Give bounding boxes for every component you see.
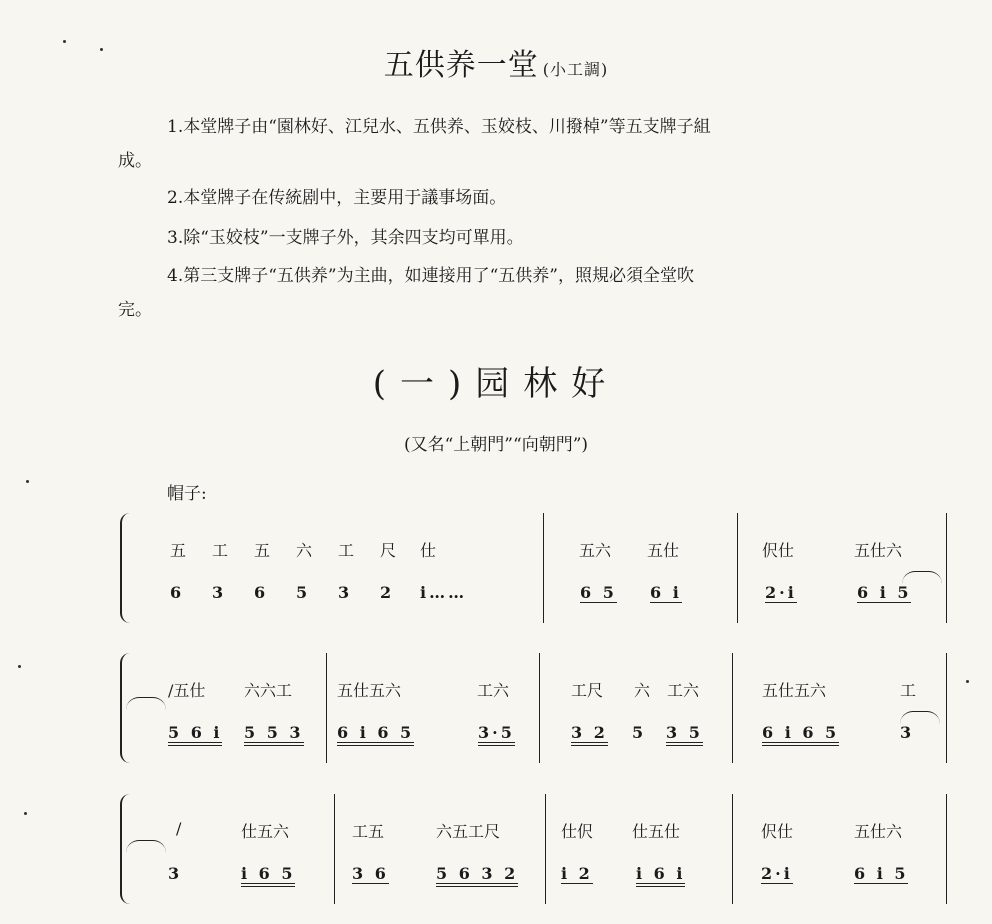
gongche-note: 仕五仕 <box>632 822 681 841</box>
number-note: 6 i 6 5 <box>337 723 414 746</box>
scan-speck <box>100 48 103 51</box>
gongche-note: / <box>176 819 182 838</box>
barline <box>543 513 544 623</box>
score-system-2 <box>120 653 950 763</box>
gongche-note: 五仕五六 <box>762 681 827 700</box>
barline <box>326 653 327 763</box>
number-note: i…… <box>420 583 468 602</box>
gongche-note: 五六 <box>579 541 612 560</box>
gongche-note: 五仕 <box>647 541 680 560</box>
gongche-note: 五仕六 <box>854 822 903 841</box>
gongche-note: 工六 <box>667 681 700 700</box>
scan-speck <box>966 680 969 683</box>
number-note: 3 <box>212 583 227 602</box>
barline <box>946 653 947 763</box>
gongche-note: 工尺 <box>571 681 604 700</box>
scan-speck <box>26 480 29 483</box>
scan-speck <box>63 40 66 43</box>
number-note: 6 <box>254 583 269 602</box>
intro-label: 帽子: <box>167 484 207 504</box>
number-note: 5 <box>632 723 647 742</box>
number-note: 5 6 i <box>168 723 222 746</box>
system-bracket <box>120 513 130 623</box>
number-note: i 6 i <box>636 864 685 887</box>
number-note: i 6 5 <box>241 864 295 887</box>
number-note: 2 <box>380 583 395 602</box>
tie-slur <box>902 571 942 584</box>
tie-slur <box>900 711 940 724</box>
gongche-note: 六 <box>634 681 651 700</box>
number-note: 5 6 3 2 <box>436 864 518 887</box>
note-4-line-2: 完。 <box>118 300 152 320</box>
number-note: 5 5 3 <box>244 723 304 746</box>
gongche-note: 五仕五六 <box>337 681 402 700</box>
gongche-note: 伬仕 <box>761 822 794 841</box>
gongche-note: 仕伬 <box>561 822 594 841</box>
barline <box>946 794 947 904</box>
number-note: 6 i <box>650 583 682 602</box>
note-2: 2.本堂牌子在传統剧中，主要用于議事场面。 <box>167 188 507 208</box>
barline <box>737 513 738 623</box>
gongche-note: 尺 <box>380 541 397 560</box>
barline <box>334 794 335 904</box>
barline <box>545 794 546 904</box>
number-note: 6 i 5 <box>857 583 912 602</box>
barline <box>539 653 540 763</box>
number-note: 3 <box>168 864 183 883</box>
note-4-line-1: 4.第三支牌子“五供养”为主曲，如連接用了“五供养”，照規必須全堂吹 <box>167 266 694 286</box>
number-note: 3 2 <box>571 723 608 746</box>
barline <box>946 513 947 623</box>
gongche-note: 仕五六 <box>241 822 290 841</box>
number-note: 3 <box>338 583 353 602</box>
gongche-note: 伬仕 <box>762 541 795 560</box>
number-note: 2·i <box>761 864 793 883</box>
gongche-note: 五 <box>170 541 187 560</box>
tie-slur <box>126 697 166 710</box>
number-note: 5 <box>296 583 311 602</box>
score-system-3 <box>120 794 950 904</box>
tie-slur <box>126 840 166 853</box>
gongche-note: 工五 <box>352 822 385 841</box>
section-alias: (又名“上朝門”“向朝門”) <box>403 435 589 455</box>
gongche-note: 仕 <box>420 541 437 560</box>
barline <box>732 653 733 763</box>
gongche-note: 五仕六 <box>854 541 903 560</box>
gongche-note: 工 <box>900 681 917 700</box>
title-text: 五供养一堂 <box>383 48 539 83</box>
piece-title <box>0 40 992 84</box>
score-system-1 <box>120 513 950 623</box>
scan-speck <box>24 812 27 815</box>
gongche-note: /五仕 <box>168 681 206 700</box>
scan-speck <box>18 665 21 668</box>
gongche-note: 工 <box>338 541 355 560</box>
number-note: 3·5 <box>478 723 515 746</box>
note-1-line-2: 成。 <box>118 151 152 171</box>
gongche-note: 工六 <box>477 681 510 700</box>
gongche-note: 五 <box>254 541 271 560</box>
number-note: 2·i <box>765 583 797 602</box>
number-note: 3 5 <box>666 723 703 746</box>
note-1-line-1: 1.本堂牌子由“園林好、江兒水、五供养、玉姣枝、川撥棹”等五支牌子組 <box>167 117 711 137</box>
number-note: 6 i 6 5 <box>762 723 839 746</box>
number-note: 3 <box>900 723 915 742</box>
number-note: i 2 <box>561 864 593 883</box>
note-3: 3.除“玉姣枝”一支牌子外，其余四支均可單用。 <box>167 228 524 248</box>
gongche-note: 六五工尺 <box>436 822 501 841</box>
gongche-note: 六 <box>296 541 313 560</box>
number-note: 6 5 <box>580 583 617 602</box>
key-note: (小工調) <box>542 60 609 79</box>
barline <box>732 794 733 904</box>
number-note: 3 6 <box>352 864 389 883</box>
gongche-note: 六六工 <box>244 681 293 700</box>
gongche-note: 工 <box>212 541 229 560</box>
number-note: 6 i 5 <box>854 864 909 883</box>
number-note: 6 <box>170 583 185 602</box>
section-title: (一)园林好 <box>372 364 620 404</box>
